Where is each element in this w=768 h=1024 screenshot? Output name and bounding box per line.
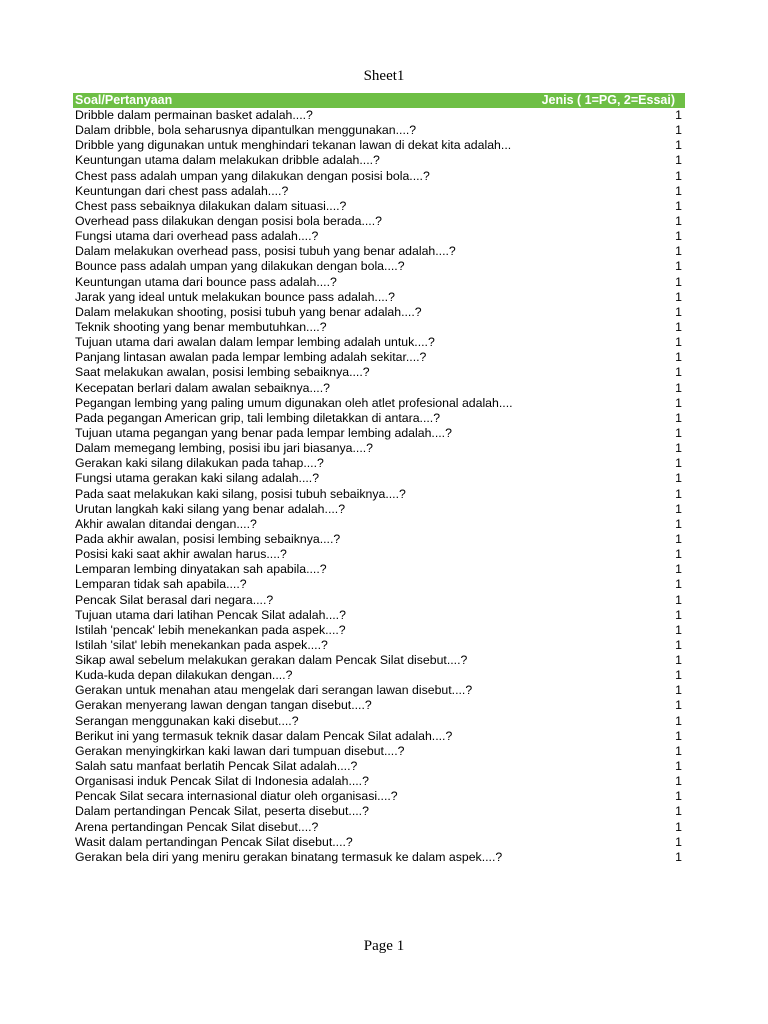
table-row: [73, 320, 685, 335]
type-cell: 1: [675, 819, 682, 834]
table-row: [73, 547, 685, 562]
type-cell: 1: [675, 319, 682, 334]
header-type: Jenis ( 1=PG, 2=Essai): [541, 93, 675, 107]
question-cell: Jarak yang ideal untuk melakukan bounce pass adalah....?: [75, 289, 395, 304]
question-cell: Chest pass sebaiknya dilakukan dalam situasi....?: [75, 198, 347, 213]
table-row: [73, 138, 685, 153]
table-row: [73, 759, 685, 774]
type-cell: 1: [675, 138, 682, 153]
question-cell: Dribble yang digunakan untuk menghindari tekanan lawan di dekat kita adalah...: [75, 138, 512, 153]
type-cell: 1: [675, 562, 682, 577]
type-cell: 1: [675, 274, 682, 289]
question-cell: Urutan langkah kaki silang yang benar adalah....?: [75, 501, 346, 516]
table-row: [73, 214, 685, 229]
type-cell: 1: [675, 213, 682, 228]
question-cell: Serangan menggunakan kaki disebut....?: [75, 713, 299, 728]
table-row: [73, 441, 685, 456]
type-cell: 1: [675, 698, 682, 713]
table-row: [73, 683, 685, 698]
type-cell: 1: [675, 668, 682, 683]
table-row: [73, 471, 685, 486]
table-row: [73, 623, 685, 638]
sheet-title: Sheet1: [363, 68, 405, 84]
type-cell: 1: [675, 123, 682, 138]
table-row: [73, 517, 685, 532]
table-row: [73, 169, 685, 184]
question-cell: Saat melakukan awalan, posisi lembing sebaiknya....?: [75, 365, 370, 380]
question-cell: Wasit dalam pertandingan Pencak Silat disebut....?: [75, 834, 353, 849]
question-cell: Istilah 'pencak' lebih menekankan pada aspek....?: [75, 622, 346, 637]
question-cell: Gerakan menyerang lawan dengan tangan disebut....?: [75, 698, 372, 713]
table-row: [73, 835, 685, 850]
table-row: [73, 259, 685, 274]
table-row: [73, 577, 685, 592]
table-row: [73, 789, 685, 804]
question-cell: Kecepatan berlari dalam awalan sebaiknya....?: [75, 380, 330, 395]
question-cell: Pencak Silat secara internasional diatur oleh organisasi....?: [75, 789, 398, 804]
type-cell: 1: [675, 743, 682, 758]
table-row: [73, 502, 685, 517]
question-cell: Tujuan utama pegangan yang benar pada lempar lembing adalah....?: [75, 425, 452, 440]
type-cell: 1: [675, 789, 682, 804]
table-header: [73, 93, 685, 108]
table-row: [73, 456, 685, 471]
type-cell: 1: [675, 834, 682, 849]
question-cell: Organisasi induk Pencak Silat di Indonesia adalah....?: [75, 774, 369, 789]
type-cell: 1: [675, 849, 682, 864]
question-cell: Pada akhir awalan, posisi lembing sebaiknya....?: [75, 531, 341, 546]
table-row: [73, 290, 685, 305]
table-row: [73, 593, 685, 608]
type-cell: 1: [675, 501, 682, 516]
type-cell: 1: [675, 365, 682, 380]
question-cell: Gerakan untuk menahan atau mengelak dari serangan lawan disebut....?: [75, 683, 473, 698]
type-cell: 1: [675, 759, 682, 774]
table-row: [73, 668, 685, 683]
table-row: [73, 335, 685, 350]
question-cell: Gerakan bela diri yang meniru gerakan binatang termasuk ke dalam aspek....?: [75, 849, 503, 864]
type-cell: 1: [675, 637, 682, 652]
table-row: [73, 744, 685, 759]
type-cell: 1: [675, 425, 682, 440]
type-cell: 1: [675, 183, 682, 198]
table-row: [73, 153, 685, 168]
table-row: [73, 532, 685, 547]
page-number: Page 1: [363, 938, 405, 954]
question-cell: Chest pass adalah umpan yang dilakukan dengan posisi bola....?: [75, 168, 430, 183]
table-row: [73, 714, 685, 729]
question-cell: Dalam dribble, bola seharusnya dipantulkan menggunakan....?: [75, 123, 417, 138]
type-cell: 1: [675, 441, 682, 456]
type-cell: 1: [675, 728, 682, 743]
question-cell: Pencak Silat berasal dari negara....?: [75, 592, 274, 607]
table-row: [73, 698, 685, 713]
table-row: [73, 229, 685, 244]
table-body: [73, 108, 685, 865]
question-cell: Istilah 'silat' lebih menekankan pada aspek....?: [75, 637, 328, 652]
type-cell: 1: [675, 198, 682, 213]
table-row: [73, 804, 685, 819]
table-row: [73, 244, 685, 259]
type-cell: 1: [675, 774, 682, 789]
question-cell: Teknik shooting yang benar membutuhkan....?: [75, 319, 327, 334]
question-cell: Keuntungan dari chest pass adalah....?: [75, 183, 289, 198]
type-cell: 1: [675, 713, 682, 728]
type-cell: 1: [675, 380, 682, 395]
table-row: [73, 426, 685, 441]
question-cell: Lemparan tidak sah apabila....?: [75, 577, 247, 592]
table-row: [73, 381, 685, 396]
question-cell: Bounce pass adalah umpan yang dilakukan dengan bola....?: [75, 259, 405, 274]
type-cell: 1: [675, 683, 682, 698]
table-row: [73, 305, 685, 320]
question-cell: Tujuan utama dari awalan dalam lempar lembing adalah untuk....?: [75, 335, 435, 350]
type-cell: 1: [675, 335, 682, 350]
type-cell: 1: [675, 456, 682, 471]
type-cell: 1: [675, 108, 682, 122]
question-cell: Sikap awal sebelum melakukan gerakan dalam Pencak Silat disebut....?: [75, 653, 468, 668]
type-cell: 1: [675, 653, 682, 668]
type-cell: 1: [675, 531, 682, 546]
question-cell: Pada saat melakukan kaki silang, posisi tubuh sebaiknya....?: [75, 486, 406, 501]
question-cell: Dalam melakukan overhead pass, posisi tubuh yang benar adalah....?: [75, 244, 456, 259]
table-row: [73, 275, 685, 290]
question-cell: Arena pertandingan Pencak Silat disebut....?: [75, 819, 319, 834]
question-cell: Keuntungan utama dari bounce pass adalah....?: [75, 274, 337, 289]
type-cell: 1: [675, 410, 682, 425]
question-cell: Gerakan menyingkirkan kaki lawan dari tumpuan disebut....?: [75, 743, 405, 758]
type-cell: 1: [675, 304, 682, 319]
question-cell: Gerakan kaki silang dilakukan pada tahap....?: [75, 456, 324, 471]
type-cell: 1: [675, 350, 682, 365]
table-row: [73, 365, 685, 380]
question-cell: Fungsi utama gerakan kaki silang adalah....?: [75, 471, 320, 486]
question-table: [73, 93, 685, 865]
table-row: [73, 487, 685, 502]
type-cell: 1: [675, 804, 682, 819]
type-cell: 1: [675, 547, 682, 562]
table-row: [73, 123, 685, 138]
question-cell: Salah satu manfaat berlatih Pencak Silat adalah....?: [75, 759, 358, 774]
type-cell: 1: [675, 244, 682, 259]
header-question: Soal/Pertanyaan: [75, 93, 173, 107]
table-row: [73, 608, 685, 623]
question-cell: Berikut ini yang termasuk teknik dasar dalam Pencak Silat adalah....?: [75, 728, 453, 743]
type-cell: 1: [675, 486, 682, 501]
question-cell: Keuntungan utama dalam melakukan dribble adalah....?: [75, 153, 380, 168]
table-row: [73, 350, 685, 365]
table-row: [73, 108, 685, 123]
question-cell: Kuda-kuda depan dilakukan dengan....?: [75, 668, 293, 683]
question-cell: Akhir awalan ditandai dengan....?: [75, 516, 257, 531]
type-cell: 1: [675, 289, 682, 304]
type-cell: 1: [675, 395, 682, 410]
type-cell: 1: [675, 259, 682, 274]
question-cell: Pada pegangan American grip, tali lembing diletakkan di antara....?: [75, 410, 441, 425]
question-cell: Dribble dalam permainan basket adalah....?: [75, 108, 313, 122]
question-cell: Dalam melakukan shooting, posisi tubuh yang benar adalah....?: [75, 304, 422, 319]
type-cell: 1: [675, 516, 682, 531]
question-cell: Fungsi utama dari overhead pass adalah....?: [75, 229, 319, 244]
table-row: [73, 184, 685, 199]
type-cell: 1: [675, 607, 682, 622]
type-cell: 1: [675, 577, 682, 592]
type-cell: 1: [675, 168, 682, 183]
table-row: [73, 820, 685, 835]
table-row: [73, 396, 685, 411]
type-cell: 1: [675, 153, 682, 168]
type-cell: 1: [675, 622, 682, 637]
question-cell: Dalam memegang lembing, posisi ibu jari biasanya....?: [75, 441, 374, 456]
table-row: [73, 653, 685, 668]
table-row: [73, 774, 685, 789]
type-cell: 1: [675, 592, 682, 607]
table-row: [73, 562, 685, 577]
table-row: [73, 850, 685, 865]
question-cell: Posisi kaki saat akhir awalan harus....?: [75, 547, 287, 562]
question-cell: Lemparan lembing dinyatakan sah apabila....?: [75, 562, 327, 577]
question-cell: Tujuan utama dari latihan Pencak Silat adalah....?: [75, 607, 346, 622]
table-row: [73, 638, 685, 653]
type-cell: 1: [675, 229, 682, 244]
question-cell: Panjang lintasan awalan pada lempar lembing adalah sekitar....?: [75, 350, 427, 365]
question-cell: Pegangan lembing yang paling umum digunakan oleh atlet profesional adalah....: [75, 395, 513, 410]
type-cell: 1: [675, 471, 682, 486]
question-cell: Overhead pass dilakukan dengan posisi bola berada....?: [75, 213, 382, 228]
table-row: [73, 729, 685, 744]
question-cell: Dalam pertandingan Pencak Silat, peserta disebut....?: [75, 804, 369, 819]
table-row: [73, 199, 685, 214]
table-row: [73, 411, 685, 426]
